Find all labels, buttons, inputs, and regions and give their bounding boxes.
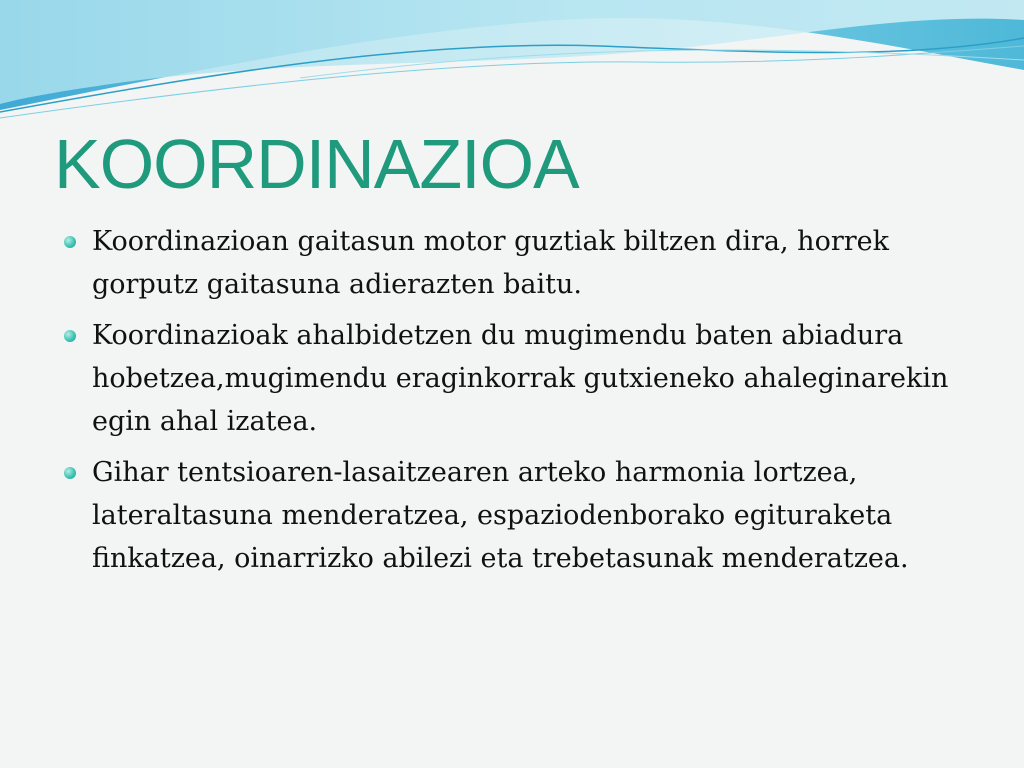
bullet-item [64, 451, 984, 580]
bullet-dot-icon [64, 467, 76, 479]
header-wave-decoration [0, 0, 1024, 130]
bullet-dot-icon [64, 236, 76, 248]
bullet-dot-icon [64, 330, 76, 342]
bullet-list [64, 220, 984, 588]
bullet-text: Gihar tentsioaren-lasaitzearen arteko harmonia lortzea, lateraltasuna menderatzea, espaziodenborako egituraketa finkatzea, oinarrizko abilezi eta trebetasunak menderatzea. [92, 457, 909, 574]
bullet-text: Koordinazioan gaitasun motor guztiak biltzen dira, horrek gorputz gaitasuna adierazten baitu. [92, 226, 889, 300]
bullet-item [64, 220, 984, 306]
bullet-text: Koordinazioak ahalbidetzen du mugimendu baten abiadura hobetzea,mugimendu eraginkorrak gutxieneko ahaleginarekin egin ahal izatea. [92, 320, 949, 437]
slide-title: KOORDINAZIOA [54, 125, 579, 203]
bullet-item [64, 314, 984, 443]
